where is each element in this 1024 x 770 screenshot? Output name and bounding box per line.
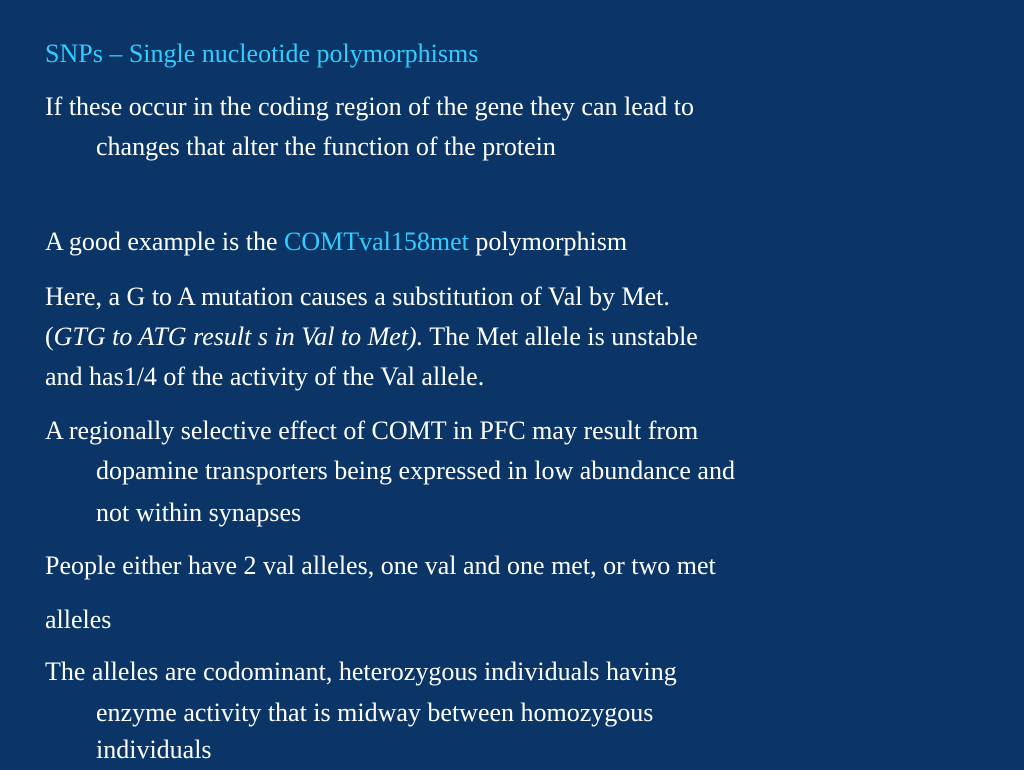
para2-suffix: polymorphism: [468, 227, 628, 256]
para3-line2: [45, 317, 698, 357]
para6-line1: The alleles are codominant, heterozygous individuals having: [45, 657, 677, 686]
para1-line2: changes that alter the function of the protein: [96, 132, 556, 161]
para3-open-paren: (: [45, 322, 54, 351]
para3-line3: and has1/4 of the activity of the Val allele.: [45, 362, 485, 391]
para4-line3: not within synapses: [96, 498, 302, 527]
para6-line3: individuals: [96, 735, 212, 764]
comt-highlight: COMTval158met: [284, 227, 469, 256]
para4-line1: A regionally selective effect of COMT in PFC may result from: [45, 416, 699, 445]
para3-italic-text: GTG to ATG result s in Val to Met).: [53, 322, 424, 351]
para6-line2: enzyme activity that is midway between homozygous: [96, 698, 654, 727]
para1-line1: If these occur in the coding region of the gene they can lead to: [45, 92, 695, 121]
para2-prefix: A good example is the: [45, 227, 285, 256]
slide-heading: SNPs – Single nucleotide polymorphisms: [45, 39, 479, 68]
para3-line2-rest: The Met allele is unstable: [423, 322, 698, 351]
para5-line2: alleles: [45, 605, 112, 634]
para4-line2: dopamine transporters being expressed in low abundance and: [96, 456, 735, 485]
para2-line: [45, 222, 627, 262]
para5-line1: People either have 2 val alleles, one val and one met, or two met: [45, 551, 716, 580]
para3-line1: Here, a G to A mutation causes a substitution of Val by Met.: [45, 282, 670, 311]
